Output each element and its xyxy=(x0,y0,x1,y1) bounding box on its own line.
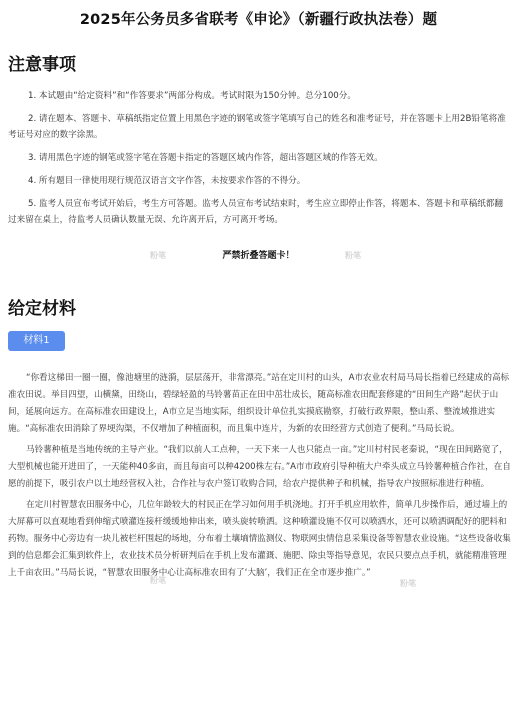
watermark-logo: 粉笔 xyxy=(150,576,166,585)
material-paragraph: 马铃薯种植是当地传统的主导产业。“我们以前人工点种，一天下来一人也只能点一亩。”定川村村民老秦说，“现在田间路宽了，大型机械也能开进田了，一天能种40多亩，而且每亩可以种4200株左右。”A市市政府引导种植大户牵头成立马铃薯种植合作社，在自愿的前提下，吸引农户以土地经营权入社，合作社与农户签订收购合同，给农户提供种子和机械，指导农户按照标准进行种植。 xyxy=(8,445,511,489)
material-paragraph: 在定川村智慧农田服务中心，几位年龄较大的村民正在学习如何用手机浇地。打开手机应用软件，简单几步操作后，通过墙上的大屏幕可以直观地看到伸缩式喷灌连接杆缓缓地伸出来，喷头旋转喷洒。这种喷灌设施不仅可以喷洒水，还可以喷洒调配好的肥料和药物。服务中心旁边有一块儿被栏杆围起的场地，分布着土壤墒情监测仪、物联网虫情信息采集设备等智慧农业设施。“这些设备收集到的信息都会汇集到软件上，农业技术员分析研判后在手机上发布灌溉、施肥、除虫等指导意见，农民只要点点手机，就能精准管理上千亩农田。”马局长说，“智慧农田服务中心让高标准农田有了‘大脑’，我们正在全市逐步推广。” xyxy=(8,500,511,578)
watermark-logo: 粉笔 xyxy=(400,579,416,588)
notice-item: 5. 监考人员宣布考试开始后，考生方可答题。监考人员宣布考试结束时，考生应立即停止作答，将题本、答题卡和草稿纸都翻过来留在桌上，待监考人员确认数量无误、允许离开后，方可离开考场。 xyxy=(8,199,503,225)
watermark-logo: 粉笔 xyxy=(150,251,166,260)
notice-list xyxy=(8,88,511,235)
material-tag: 材料1 xyxy=(8,331,65,351)
document-title: 2025年公务员多省联考《申论》（新疆行政执法卷）题 xyxy=(79,12,438,28)
watermark-logo: 粉笔 xyxy=(345,251,361,260)
notice-item: 4. 所有题目一律使用现行规范汉语言文字作答，未按要求作答的不得分。 xyxy=(28,176,306,186)
notice-item: 1. 本试题由“给定资料”和“作答要求”两部分构成。考试时限为150分钟。总分100分。 xyxy=(28,91,356,101)
materials-heading: 给定材料 xyxy=(8,299,76,319)
material-paragraph: “你看这梯田一圈一圈，像池塘里的涟漪，层层荡开，非常漂亮。”站在定川村的山头，A市农业农村局马局长指着已经建成的高标准农田说。举目四望，山横黛，田绕山，碧绿轻盈的马铃薯苗正在田中茁壮成长，随高标准农田配套修建的“田间生产路”起伏于山间，延展向远方。在高标准农田建设上，A市立足当地实际，组织设计单位扎实摸底勘察，打破行政界限，整山系、整流域推进实施。“高标准农田消除了界埂沟渠，不仅增加了种植面积，而且集中连片，为新的农田经营方式创造了便利。”马局长说。 xyxy=(8,373,510,434)
notice-item: 2. 请在题本、答题卡、草稿纸指定位置上用黑色字迹的钢笔或签字笔填写自己的姓名和准考证号，并在答题卡上用2B铅笔将准考证号对应的数字涂黑。 xyxy=(8,114,506,140)
notice-item: 3. 请用黑色字迹的钢笔或签字笔在答题卡指定的答题区域内作答，超出答题区域的作答无效。 xyxy=(28,153,383,163)
notice-heading: 注意事项 xyxy=(8,55,76,75)
notice-warning: 严禁折叠答题卡！ xyxy=(222,251,295,261)
material-body xyxy=(8,370,511,586)
